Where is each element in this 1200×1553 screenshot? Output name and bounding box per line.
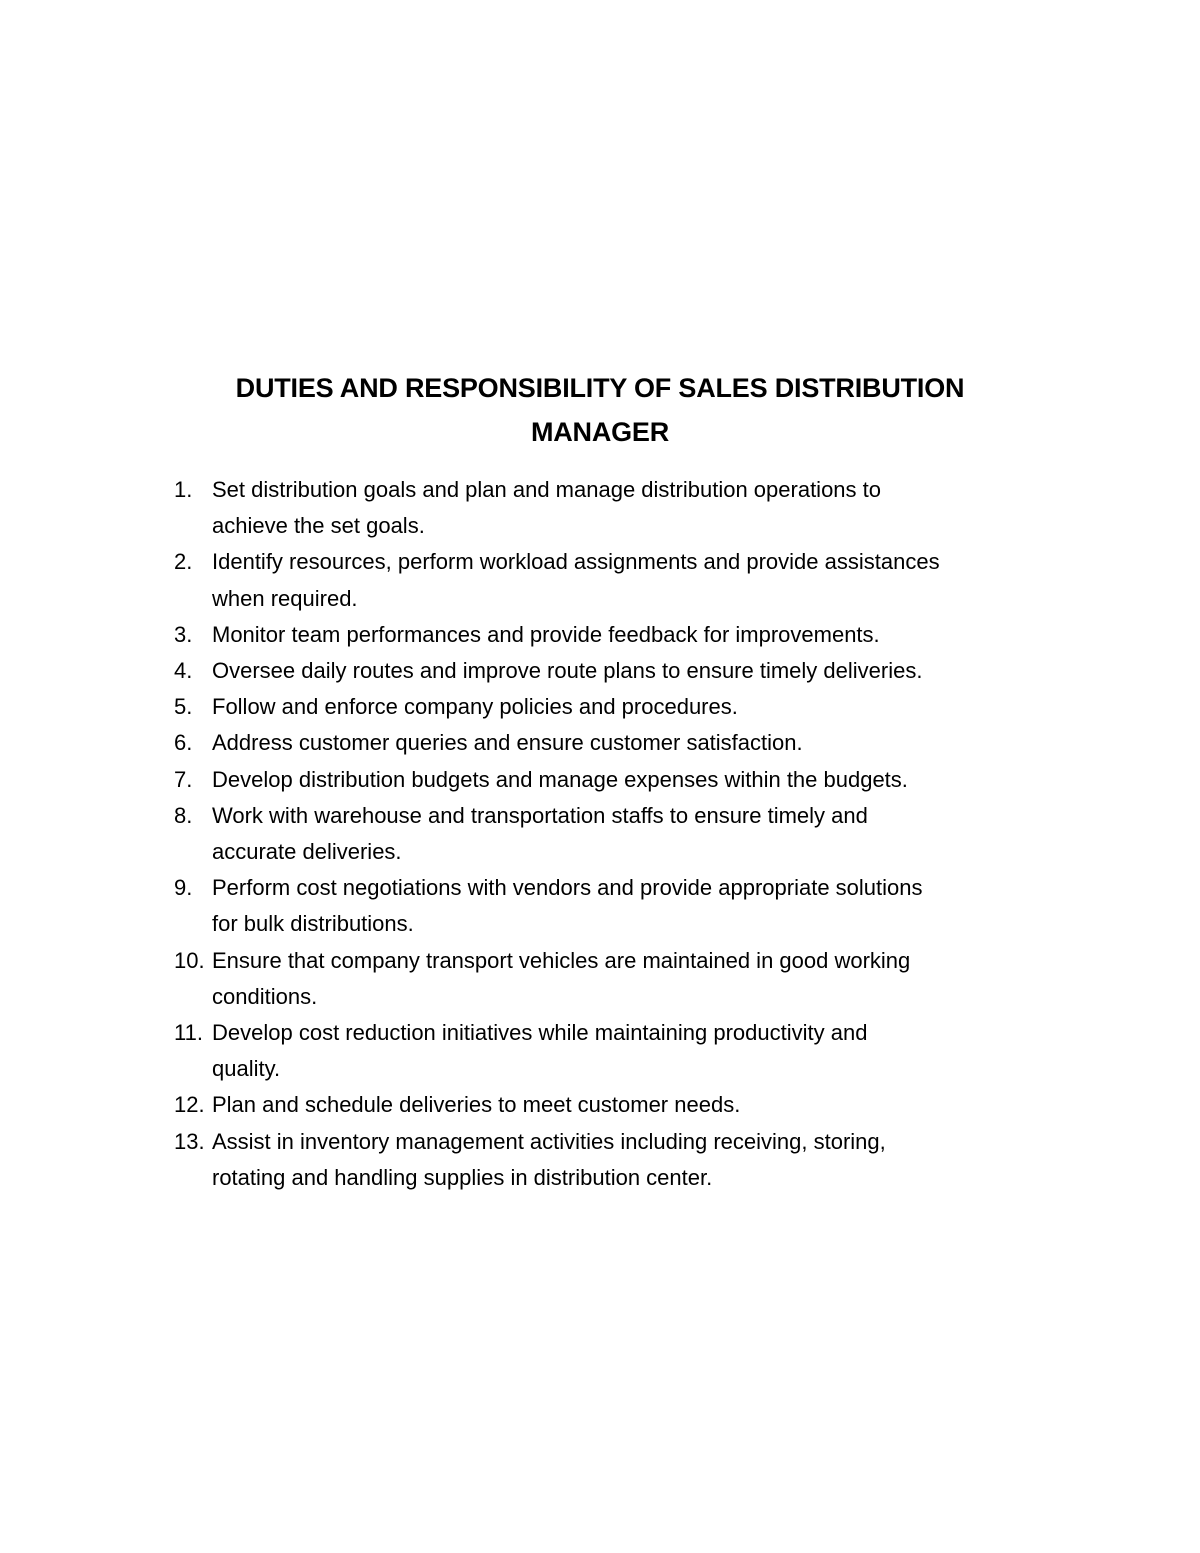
list-item-number: 12. [174, 1092, 205, 1118]
list-item-text [212, 653, 1052, 689]
list-item-text [212, 1124, 1052, 1196]
list-item-number: 10. [174, 947, 205, 973]
list-item-line: Develop cost reduction initiatives while maintaining productivity and [212, 1020, 868, 1046]
list-item-text [212, 870, 1052, 942]
list-item-line: conditions. [212, 983, 318, 1009]
list-item [0, 943, 1200, 1015]
list-item-line: when required. [212, 585, 358, 611]
list-item-text [212, 1015, 1052, 1087]
list-item-number: 7. [174, 766, 193, 792]
duties-list [0, 472, 1200, 1196]
list-item-line: Plan and schedule deliveries to meet customer needs. [212, 1092, 741, 1118]
list-item-line: quality. [212, 1056, 281, 1082]
list-item-line: for bulk distributions. [212, 911, 414, 937]
document-title [150, 366, 1050, 454]
list-item [0, 1124, 1200, 1196]
list-item [0, 725, 1200, 761]
list-item-line: Develop distribution budgets and manage expenses within the budgets. [212, 766, 908, 792]
list-item-number: 2. [174, 549, 193, 575]
list-item-text [212, 943, 1052, 1015]
list-item-line: achieve the set goals. [212, 513, 425, 539]
list-item [0, 870, 1200, 942]
list-item [0, 798, 1200, 870]
list-item [0, 689, 1200, 725]
list-item-number: 13. [174, 1128, 205, 1154]
list-item-line: Address customer queries and ensure customer satisfaction. [212, 730, 803, 756]
list-item-line: Oversee daily routes and improve route plans to ensure timely deliveries. [212, 658, 923, 684]
list-item-number: 8. [174, 802, 193, 828]
list-item-text [212, 689, 1052, 725]
list-item-line: accurate deliveries. [212, 839, 402, 865]
list-item-line: Set distribution goals and plan and manage distribution operations to [212, 477, 882, 502]
list-item-line: Perform cost negotiations with vendors and provide appropriate solutions [212, 875, 923, 901]
list-item [0, 653, 1200, 689]
list-item-line: Identify resources, perform workload assignments and provide assistances [212, 549, 940, 575]
list-item-text [212, 798, 1052, 870]
list-item-number: 6. [174, 730, 193, 756]
list-item-text [212, 1087, 1052, 1123]
list-item-number: 11. [174, 1020, 203, 1046]
list-item [0, 1087, 1200, 1123]
list-item-text [212, 544, 1052, 616]
list-item-number: 1. [174, 477, 193, 502]
list-item-line: Ensure that company transport vehicles are maintained in good working [212, 947, 911, 973]
list-item-text [212, 762, 1052, 798]
list-item-text [212, 725, 1052, 761]
document-title-line-1: DUTIES AND RESPONSIBILITY OF SALES DISTRIBUTION [235, 373, 965, 403]
list-item-text [212, 472, 1052, 544]
list-item-line: Work with warehouse and transportation staffs to ensure timely and [212, 802, 868, 828]
list-item [0, 544, 1200, 616]
list-item-text [212, 617, 1052, 653]
list-item-number: 5. [174, 694, 193, 720]
list-item-line: Assist in inventory management activities including receiving, storing, [212, 1128, 886, 1154]
list-item-line: Follow and enforce company policies and procedures. [212, 694, 738, 720]
list-item [0, 762, 1200, 798]
list-item-number: 4. [174, 658, 193, 684]
list-item [0, 617, 1200, 653]
list-item [0, 1015, 1200, 1087]
list-item [0, 472, 1200, 544]
list-item-number: 3. [174, 621, 193, 647]
list-item-line: rotating and handling supplies in distribution center. [212, 1164, 713, 1190]
list-item-number: 9. [174, 875, 193, 901]
document-title-line-2: MANAGER [530, 417, 670, 447]
list-item-line: Monitor team performances and provide feedback for improvements. [212, 621, 880, 647]
